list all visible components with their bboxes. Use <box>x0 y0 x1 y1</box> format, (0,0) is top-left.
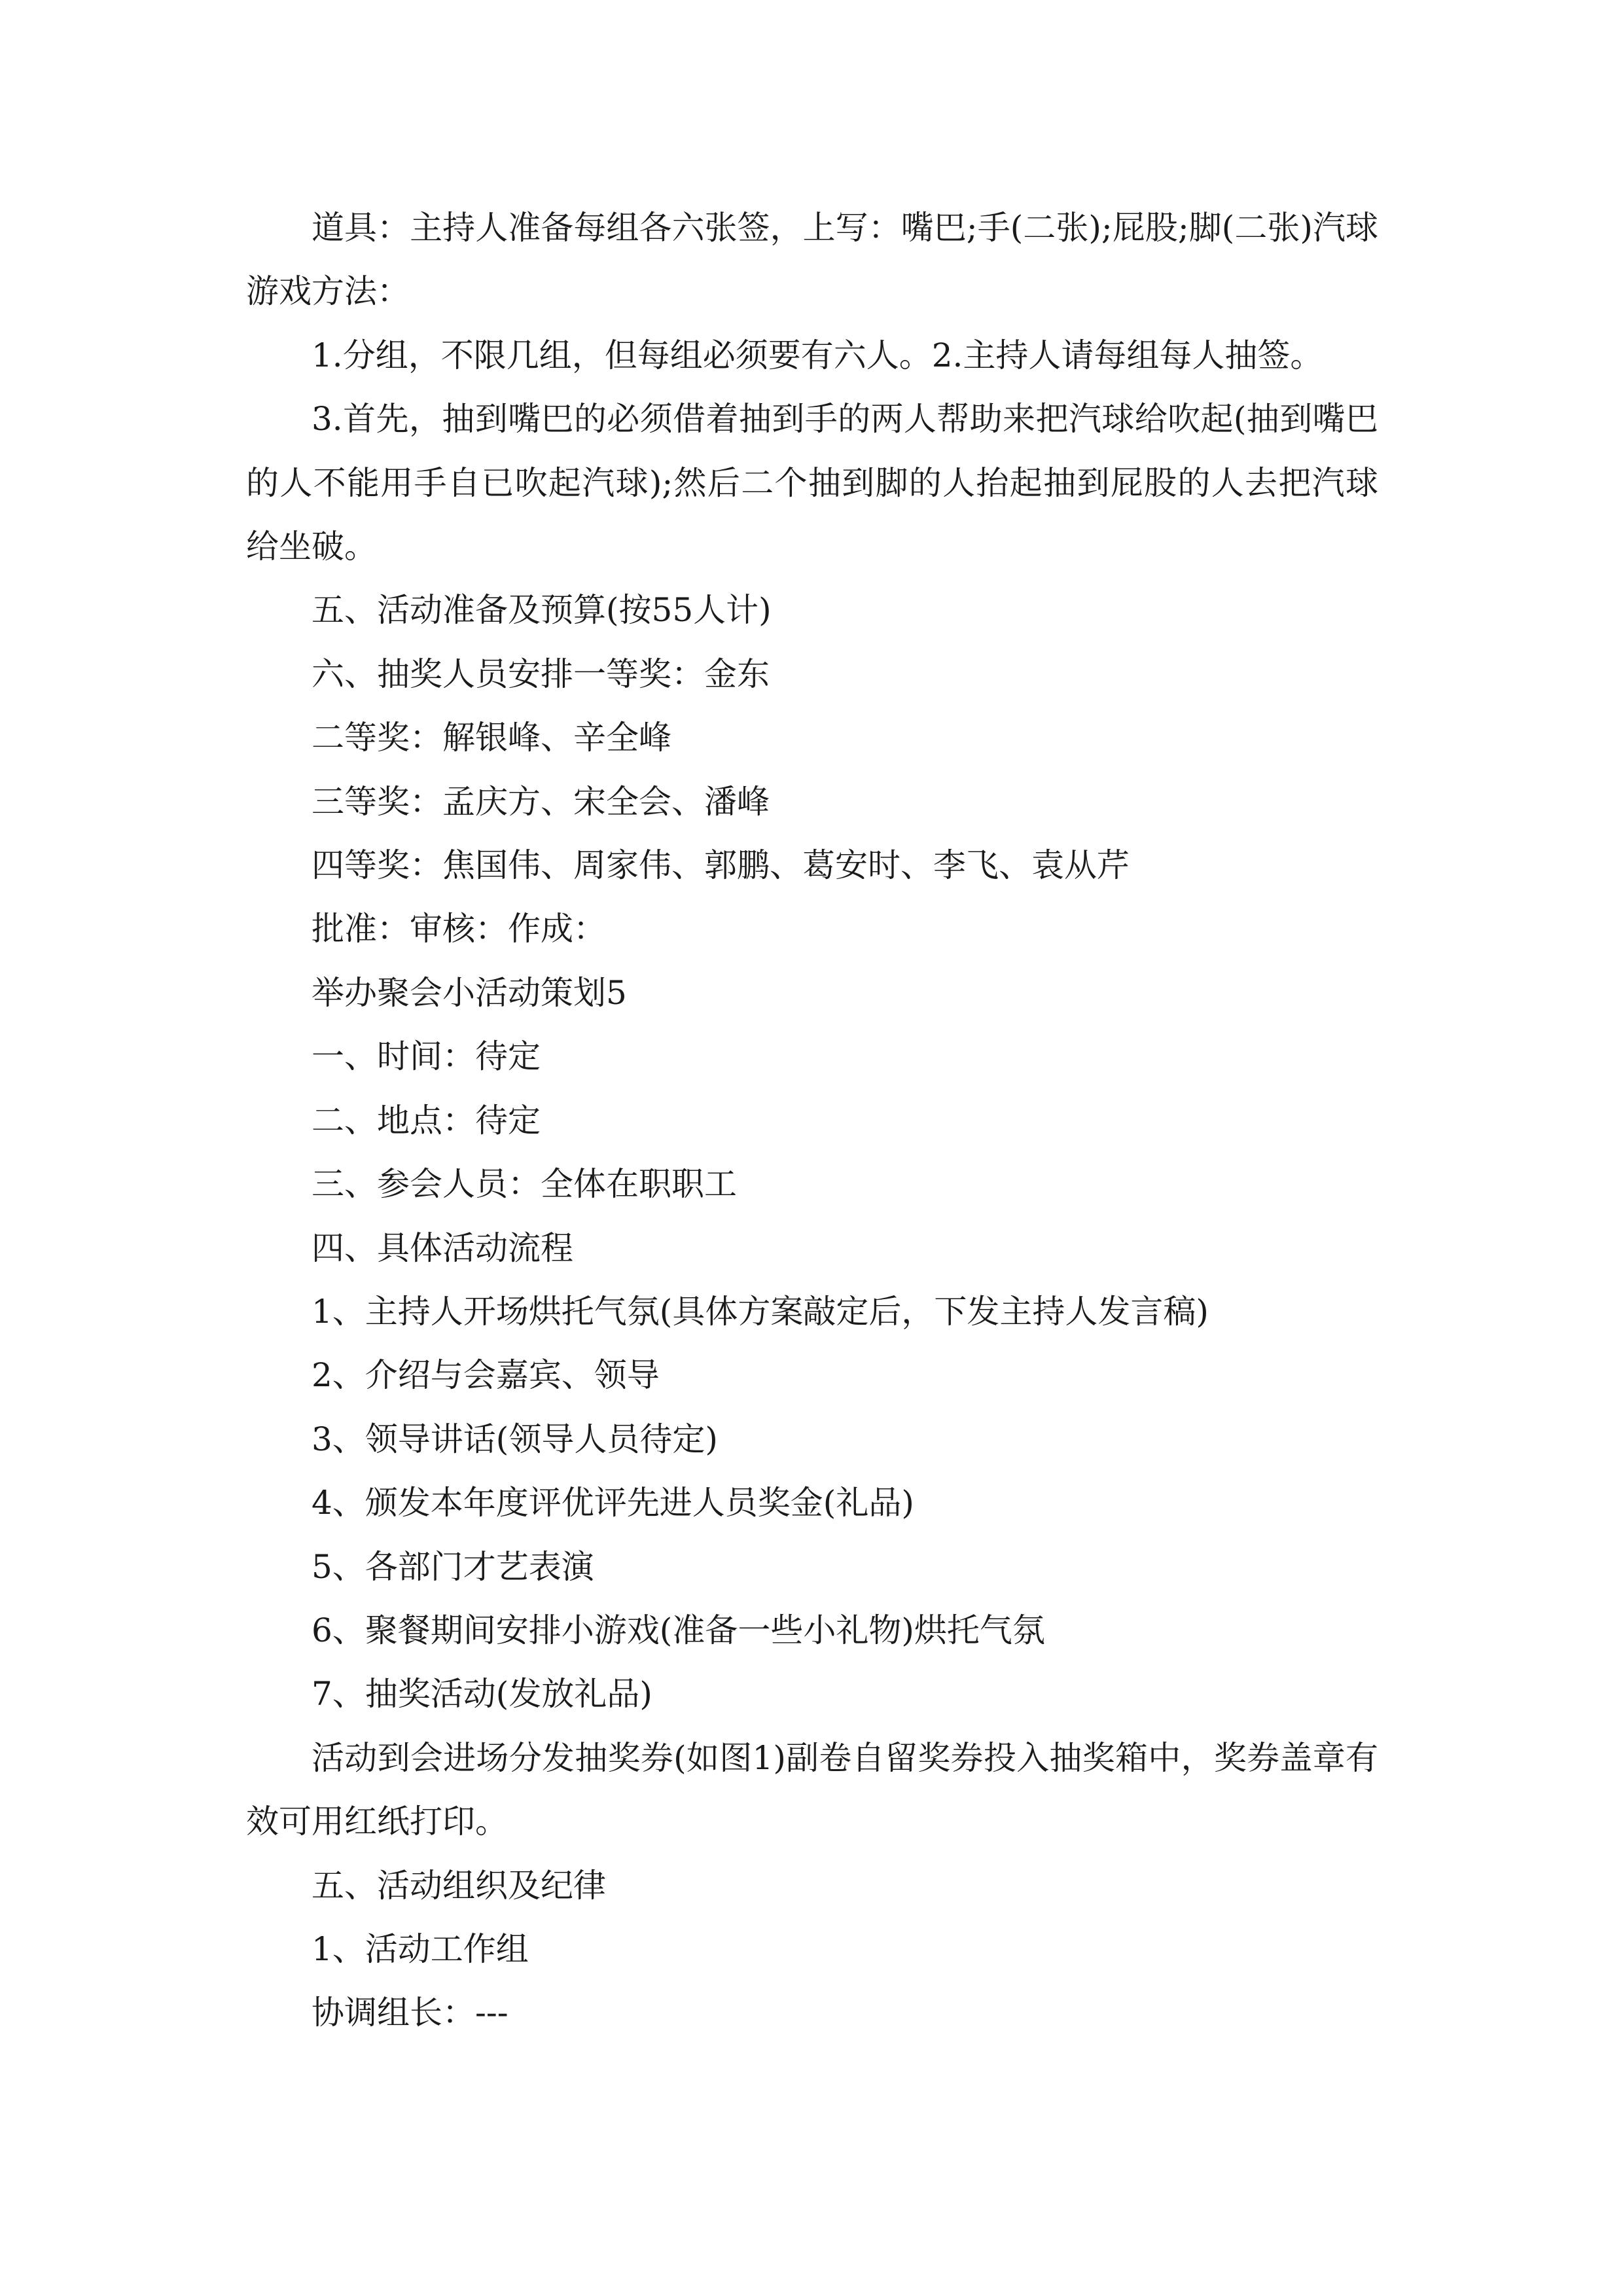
paragraph-third-prize: 三等奖：孟庆方、宋全会、潘峰 <box>312 782 770 821</box>
list-item: 1、主持人开场烘托气氛(具体方案敲定后，下发主持人发言稿) <box>312 1292 1209 1331</box>
paragraph-props: 道具：主持人准备每组各六张签，上写：嘴巴;手(二张);屁股;脚(二张)汽球游戏方法： <box>246 209 1378 311</box>
paragraph-coordinator: 协调组长：--- <box>312 1994 508 2032</box>
paragraph-step-1-2: 1.分组，不限几组，但每组必须要有六人。2.主持人请每组每人抽签。 <box>312 336 1323 374</box>
paragraph-lottery-tickets: 活动到会进场分发抽奖券(如图1)副卷自留奖券投入抽奖箱中，奖券盖章有效可用红纸打印。 <box>246 1738 1378 1841</box>
paragraph-time: 一、时间：待定 <box>312 1037 541 1076</box>
list-item: 6、聚餐期间安排小游戏(准备一些小礼物)烘托气氛 <box>312 1611 1045 1649</box>
list-item: 3、领导讲话(领导人员待定) <box>312 1420 718 1458</box>
heading-budget: 五、活动准备及预算(按55人计) <box>312 591 772 630</box>
paragraph-attendees: 三、参会人员：全体在职职工 <box>312 1165 737 1204</box>
document-body <box>246 196 1378 2045</box>
paragraph-location: 二、地点：待定 <box>312 1101 541 1139</box>
list-item: 4、颁发本年度评优评先进人员奖金(礼品) <box>312 1484 914 1522</box>
paragraph-second-prize: 二等奖：解银峰、辛全峰 <box>312 719 671 757</box>
paragraph-approval: 批准：审核：作成： <box>312 910 606 948</box>
heading-process: 四、具体活动流程 <box>312 1229 573 1267</box>
list-item: 2、介绍与会嘉宾、领导 <box>312 1356 660 1395</box>
heading-organization: 五、活动组织及纪律 <box>312 1866 606 1905</box>
list-item: 5、各部门才艺表演 <box>312 1547 594 1586</box>
paragraph-step-3: 3.首先，抽到嘴巴的必须借着抽到手的两人帮助来把汽球给吹起(抽到嘴巴的人不能用手自已吹起汽球);然后二个抽到脚的人抬起抽到屁股的人去把汽球给坐破。 <box>246 400 1378 566</box>
list-item: 7、抽奖活动(发放礼品) <box>312 1675 652 1713</box>
paragraph-working-group: 1、活动工作组 <box>312 1929 529 1968</box>
section-title: 举办聚会小活动策划5 <box>312 973 627 1012</box>
paragraph-fourth-prize: 四等奖：焦国伟、周家伟、郭鹏、葛安时、李飞、袁从芹 <box>312 846 1130 885</box>
paragraph-first-prize: 六、抽奖人员安排一等奖：金东 <box>312 655 770 693</box>
